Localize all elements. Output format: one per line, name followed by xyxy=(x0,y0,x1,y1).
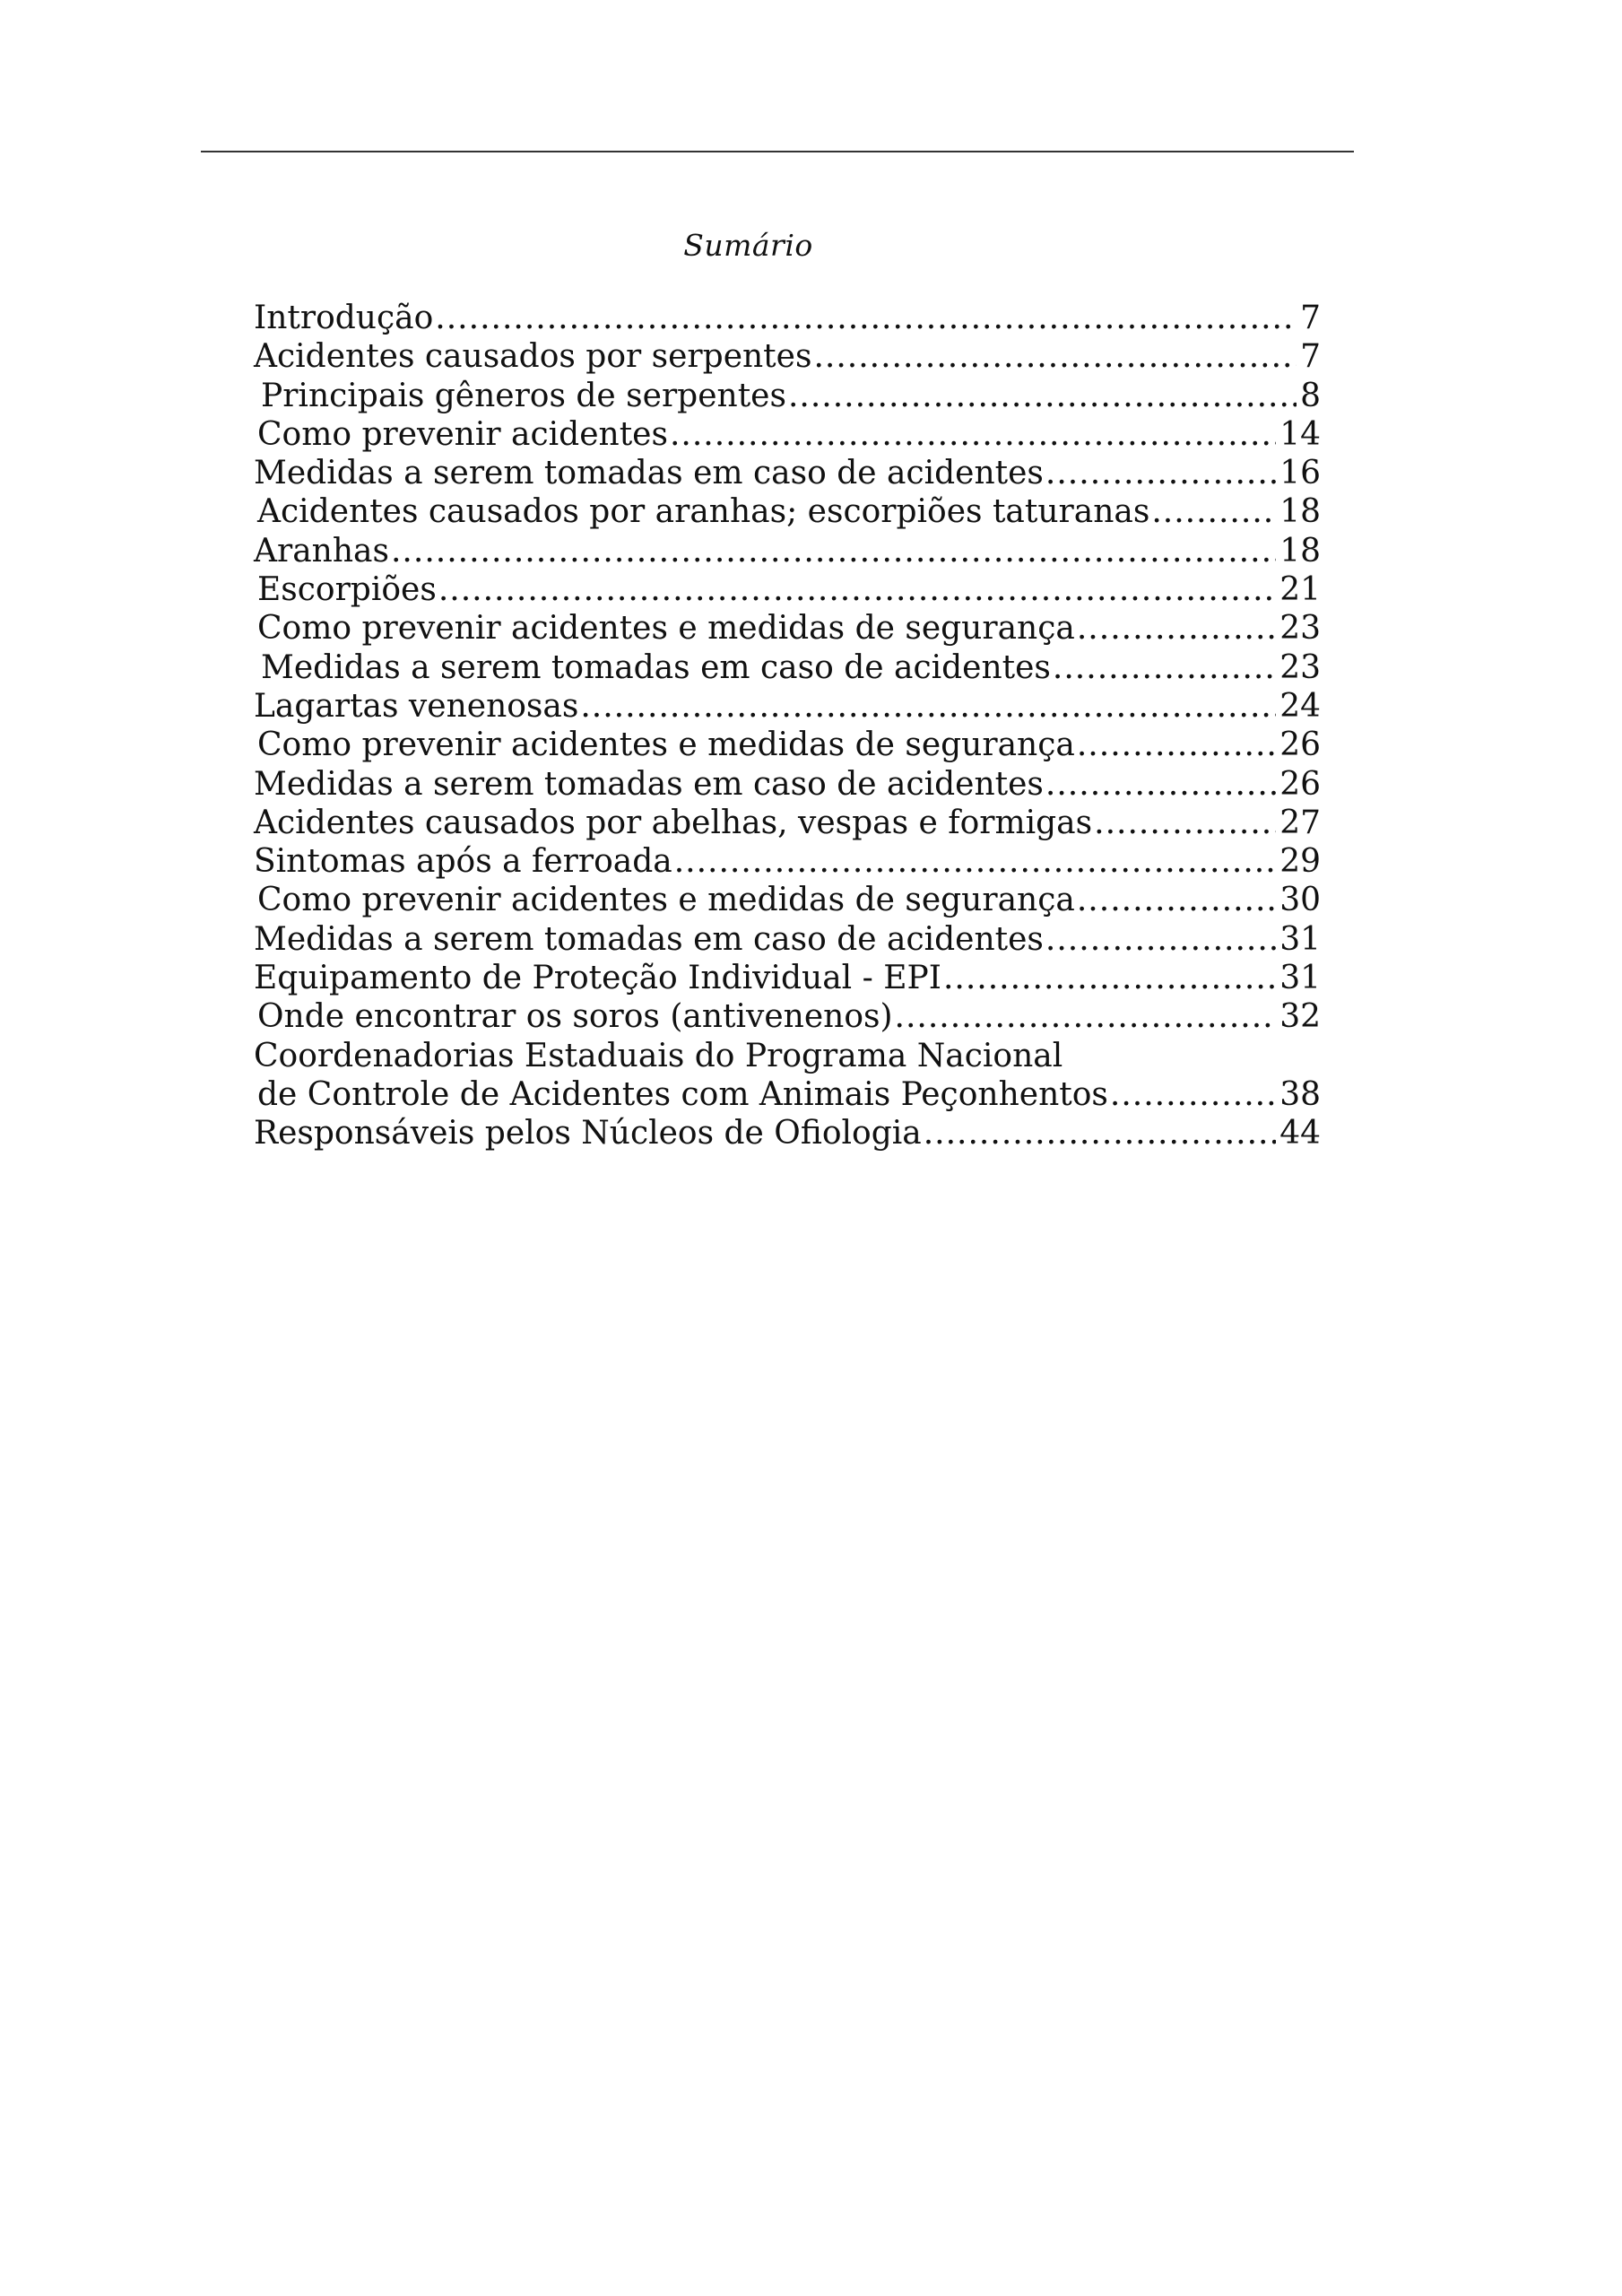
toc-entry[interactable] xyxy=(254,1037,1321,1075)
toc-entry-label: Lagartas venenosas xyxy=(254,687,579,725)
toc-entry-page: 16 xyxy=(1279,455,1321,492)
toc-entry-label: Equipamento de Proteção Individual - EPI xyxy=(254,960,941,997)
toc-entry-page: 31 xyxy=(1279,960,1321,997)
toc-leader-dots xyxy=(1045,920,1276,959)
toc-entry[interactable] xyxy=(254,415,1321,454)
toc-entry-page: 30 xyxy=(1279,882,1321,919)
toc-entry[interactable] xyxy=(254,532,1321,570)
toc-leader-dots xyxy=(1045,765,1276,804)
toc-leader-dots xyxy=(1151,492,1276,531)
toc-leader-dots xyxy=(1053,648,1276,687)
toc-entry[interactable] xyxy=(254,299,1321,337)
toc-entry-label: Medidas a serem tomadas em caso de acidentes xyxy=(254,455,1044,492)
toc-entry[interactable] xyxy=(254,765,1321,804)
toc-entry-page: 26 xyxy=(1279,726,1321,764)
toc-entry-page: 18 xyxy=(1279,493,1321,531)
toc-title: Sumário xyxy=(683,228,813,263)
toc-entry[interactable] xyxy=(254,609,1321,648)
toc-entry[interactable] xyxy=(254,337,1321,376)
table-of-contents xyxy=(254,299,1321,1153)
toc-entry[interactable] xyxy=(254,804,1321,842)
toc-entry-page: 21 xyxy=(1279,571,1321,609)
toc-leader-dots xyxy=(1110,1075,1276,1114)
toc-entry-label: Medidas a serem tomadas em caso de acidentes xyxy=(261,648,1051,686)
toc-leader-dots xyxy=(1094,804,1276,842)
toc-entry-page: 23 xyxy=(1279,648,1321,686)
toc-entry-label: Coordenadorias Estaduais do Programa Nacional xyxy=(254,1037,1063,1074)
toc-entry-page: 44 xyxy=(1279,1115,1321,1152)
toc-entry[interactable] xyxy=(254,648,1321,687)
toc-entry-label: Medidas a serem tomadas em caso de acidentes xyxy=(254,765,1044,803)
toc-entry-label: Como prevenir acidentes xyxy=(257,415,668,453)
toc-leader-dots xyxy=(788,377,1297,415)
toc-entry-label: Acidentes causados por serpentes xyxy=(254,338,812,376)
toc-entry-page: 29 xyxy=(1279,843,1321,881)
toc-entry-page: 32 xyxy=(1279,998,1321,1036)
toc-entry-page: 23 xyxy=(1279,610,1321,648)
toc-entry-label: Introdução xyxy=(254,300,434,336)
toc-entry-label: Medidas a serem tomadas em caso de acidentes xyxy=(254,920,1044,958)
toc-leader-dots xyxy=(670,415,1276,454)
toc-entry[interactable] xyxy=(254,1114,1321,1152)
toc-entry-page: 8 xyxy=(1300,377,1321,414)
toc-leader-dots xyxy=(813,337,1297,376)
toc-entry[interactable] xyxy=(254,687,1321,726)
toc-entry-label: de Controle de Acidentes com Animais Peçonhentos xyxy=(257,1075,1108,1113)
toc-entry[interactable] xyxy=(254,492,1321,531)
toc-leader-dots xyxy=(1077,726,1276,764)
toc-entry[interactable] xyxy=(254,881,1321,919)
toc-entry-label: Acidentes causados por abelhas, vespas e formigas xyxy=(254,804,1093,841)
toc-leader-dots xyxy=(1077,609,1276,648)
toc-leader-dots xyxy=(1045,454,1276,492)
toc-entry[interactable] xyxy=(254,1075,1321,1114)
toc-leader-dots xyxy=(924,1114,1276,1152)
toc-entry-label: Responsáveis pelos Núcleos de Ofiologia xyxy=(254,1115,922,1152)
toc-entry[interactable] xyxy=(254,842,1321,881)
toc-entry-label: Como prevenir acidentes e medidas de segurança xyxy=(257,726,1075,764)
toc-entry[interactable] xyxy=(254,454,1321,492)
toc-entry-page: 14 xyxy=(1279,415,1321,453)
toc-entry-page: 18 xyxy=(1279,532,1321,570)
toc-entry[interactable] xyxy=(254,377,1321,415)
toc-leader-dots xyxy=(435,299,1297,337)
toc-entry[interactable] xyxy=(254,959,1321,997)
toc-entry-page: 7 xyxy=(1300,300,1321,336)
toc-leader-dots xyxy=(580,687,1276,726)
toc-entry-label: Onde encontrar os soros (antivenenos) xyxy=(257,998,893,1036)
toc-leader-dots xyxy=(438,570,1276,609)
toc-entry-page: 31 xyxy=(1279,920,1321,958)
toc-entry-page: 7 xyxy=(1300,338,1321,376)
toc-entry[interactable] xyxy=(254,920,1321,959)
toc-leader-dots xyxy=(391,532,1276,570)
toc-entry-label: Como prevenir acidentes e medidas de segurança xyxy=(257,882,1075,919)
toc-entry-page: 38 xyxy=(1279,1075,1321,1113)
toc-entry-label: Como prevenir acidentes e medidas de segurança xyxy=(257,610,1075,648)
toc-leader-dots xyxy=(674,842,1276,881)
toc-entry-page: 27 xyxy=(1279,804,1321,841)
toc-entry-label: Aranhas xyxy=(254,532,389,570)
toc-leader-dots xyxy=(1077,881,1276,919)
toc-entry[interactable] xyxy=(254,997,1321,1036)
header-rule xyxy=(201,151,1354,152)
toc-entry-page: 26 xyxy=(1279,765,1321,803)
toc-entry[interactable] xyxy=(254,570,1321,609)
toc-leader-dots xyxy=(943,959,1276,997)
toc-entry[interactable] xyxy=(254,726,1321,764)
toc-entry-label: Acidentes causados por aranhas; escorpiões taturanas xyxy=(257,493,1150,531)
toc-entry-page: 24 xyxy=(1279,687,1321,725)
toc-entry-label: Sintomas após a ferroada xyxy=(254,843,672,881)
toc-entry-label: Principais gêneros de serpentes xyxy=(261,377,786,414)
toc-leader-dots xyxy=(895,997,1277,1036)
toc-entry-label: Escorpiões xyxy=(257,571,437,609)
